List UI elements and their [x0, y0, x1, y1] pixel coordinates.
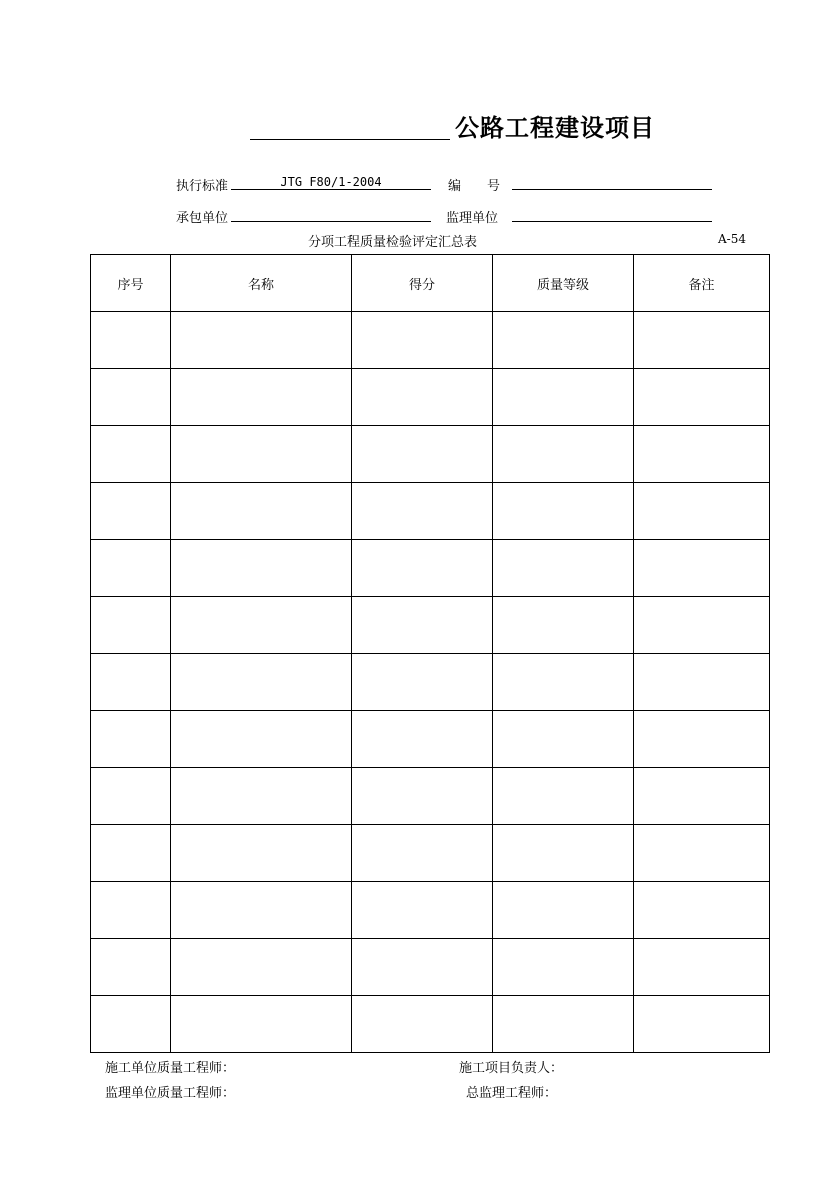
- cell-name[interactable]: [171, 882, 352, 939]
- table-row: [91, 312, 770, 369]
- cell-name[interactable]: [171, 768, 352, 825]
- cell-remarks[interactable]: [634, 825, 770, 882]
- cell-name[interactable]: [171, 540, 352, 597]
- cell-grade[interactable]: [493, 540, 634, 597]
- cell-grade[interactable]: [493, 312, 634, 369]
- cell-grade[interactable]: [493, 996, 634, 1053]
- cell-remarks[interactable]: [634, 654, 770, 711]
- column-header-grade: 质量等级: [493, 255, 634, 312]
- number-field[interactable]: [512, 175, 712, 190]
- summary-table: [90, 254, 770, 1053]
- project-name-blank[interactable]: [250, 139, 450, 140]
- table-row: [91, 939, 770, 996]
- number-label: 编 号: [448, 179, 501, 194]
- cell-score[interactable]: [352, 996, 493, 1053]
- cell-index[interactable]: [91, 825, 171, 882]
- table-row: [91, 996, 770, 1053]
- cell-score[interactable]: [352, 312, 493, 369]
- cell-name[interactable]: [171, 312, 352, 369]
- cell-score[interactable]: [352, 654, 493, 711]
- cell-grade[interactable]: [493, 711, 634, 768]
- cell-index[interactable]: [91, 711, 171, 768]
- cell-remarks[interactable]: [634, 597, 770, 654]
- cell-grade[interactable]: [493, 768, 634, 825]
- cell-grade[interactable]: [493, 597, 634, 654]
- form-code: A-54: [718, 232, 746, 246]
- cell-remarks[interactable]: [634, 768, 770, 825]
- cell-grade[interactable]: [493, 882, 634, 939]
- column-header-score: 得分: [352, 255, 493, 312]
- table-row: [91, 882, 770, 939]
- cell-name[interactable]: [171, 825, 352, 882]
- table-row: [91, 654, 770, 711]
- cell-grade[interactable]: [493, 369, 634, 426]
- table-row: [91, 768, 770, 825]
- cell-remarks[interactable]: [634, 426, 770, 483]
- cell-score[interactable]: [352, 540, 493, 597]
- cell-score[interactable]: [352, 483, 493, 540]
- cell-score[interactable]: [352, 939, 493, 996]
- cell-index[interactable]: [91, 369, 171, 426]
- contractor-label: 承包单位: [176, 211, 229, 226]
- contractor-field[interactable]: [231, 207, 431, 222]
- chief-supervisor-label: 总监理工程师：: [466, 1086, 558, 1101]
- project-manager-label: 施工项目负责人：: [459, 1061, 564, 1076]
- cell-remarks[interactable]: [634, 540, 770, 597]
- table-row: [91, 426, 770, 483]
- cell-index[interactable]: [91, 996, 171, 1053]
- cell-remarks[interactable]: [634, 312, 770, 369]
- cell-score[interactable]: [352, 597, 493, 654]
- cell-name[interactable]: [171, 483, 352, 540]
- cell-index[interactable]: [91, 882, 171, 939]
- table-row: [91, 597, 770, 654]
- cell-grade[interactable]: [493, 825, 634, 882]
- cell-name[interactable]: [171, 711, 352, 768]
- cell-score[interactable]: [352, 768, 493, 825]
- cell-score[interactable]: [352, 426, 493, 483]
- cell-index[interactable]: [91, 540, 171, 597]
- table-row: [91, 483, 770, 540]
- cell-name[interactable]: [171, 939, 352, 996]
- standard-field[interactable]: [231, 175, 431, 190]
- cell-name[interactable]: [171, 369, 352, 426]
- table-row: [91, 540, 770, 597]
- column-header-name: 名称: [171, 255, 352, 312]
- cell-name[interactable]: [171, 426, 352, 483]
- cell-index[interactable]: [91, 483, 171, 540]
- cell-grade[interactable]: [493, 654, 634, 711]
- cell-grade[interactable]: [493, 939, 634, 996]
- page-title: 公路工程建设项目: [455, 114, 655, 142]
- cell-index[interactable]: [91, 939, 171, 996]
- table-row: [91, 711, 770, 768]
- column-header-remarks: 备注: [634, 255, 770, 312]
- supervision-engineer-label: 监理单位质量工程师：: [105, 1086, 236, 1101]
- cell-index[interactable]: [91, 426, 171, 483]
- cell-grade[interactable]: [493, 426, 634, 483]
- cell-remarks[interactable]: [634, 996, 770, 1053]
- cell-index[interactable]: [91, 597, 171, 654]
- cell-index[interactable]: [91, 312, 171, 369]
- cell-name[interactable]: [171, 654, 352, 711]
- cell-index[interactable]: [91, 654, 171, 711]
- supervisor-label: 监理单位: [446, 211, 499, 226]
- form-title: 分项工程质量检验评定汇总表: [308, 235, 478, 250]
- cell-name[interactable]: [171, 597, 352, 654]
- cell-score[interactable]: [352, 711, 493, 768]
- cell-remarks[interactable]: [634, 711, 770, 768]
- cell-grade[interactable]: [493, 483, 634, 540]
- table-header-row: [91, 255, 770, 312]
- cell-score[interactable]: [352, 369, 493, 426]
- standard-label: 执行标准: [176, 179, 229, 194]
- supervisor-field[interactable]: [512, 207, 712, 222]
- cell-index[interactable]: [91, 768, 171, 825]
- cell-remarks[interactable]: [634, 882, 770, 939]
- standard-value: JTG F80/1-2004: [280, 175, 382, 189]
- table-row: [91, 825, 770, 882]
- construction-engineer-label: 施工单位质量工程师：: [105, 1061, 236, 1076]
- cell-remarks[interactable]: [634, 939, 770, 996]
- cell-score[interactable]: [352, 882, 493, 939]
- cell-name[interactable]: [171, 996, 352, 1053]
- cell-remarks[interactable]: [634, 369, 770, 426]
- cell-remarks[interactable]: [634, 483, 770, 540]
- table-row: [91, 369, 770, 426]
- column-header-index: 序号: [91, 255, 171, 312]
- cell-score[interactable]: [352, 825, 493, 882]
